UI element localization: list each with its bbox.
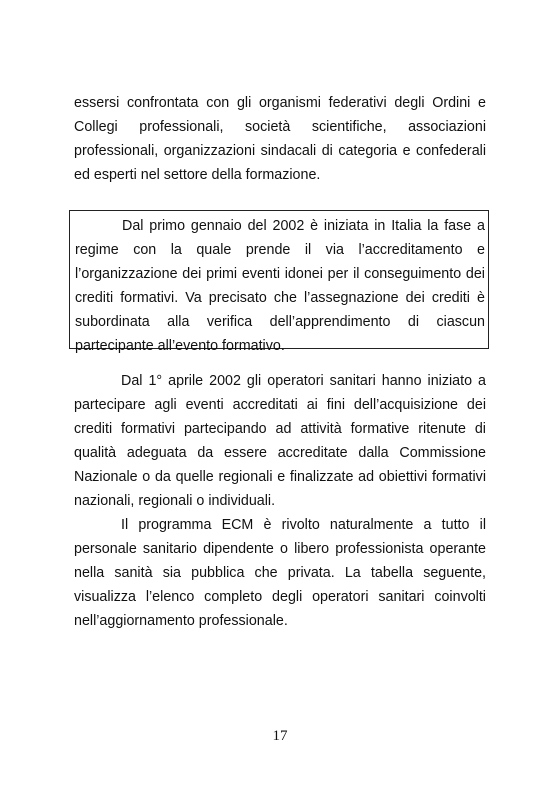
boxed-paragraph: Dal primo gennaio del 2002 è iniziata in Italia la fase a regime con la quale prende il via l’accreditamento e l’organizzazione dei primi eventi idonei per il conseguimento dei crediti formativi. Va precisato che l’assegnazione dei crediti è subordinata alla verifica dell’apprendimento di ciascun partecipante all’evento formativo. [75, 218, 485, 354]
page-number: 17 [272, 728, 288, 744]
highlight-box [69, 210, 489, 354]
paragraph-ecm-program: Il programma ECM è rivolto naturalmente a tutto il personale sanitario dipendente o libero professionista operante nella sanità sia pubblica che privata. La tabella seguente, visualizza l’elenco completo degli operatori sanitari coinvolti nell’aggiornamento professionale. [74, 517, 486, 629]
paragraph-april-2002: Dal 1° aprile 2002 gli operatori sanitari hanno iniziato a partecipare agli eventi accreditati ai fini dell’acquisizione dei crediti formativi partecipando ad attività formative ritenute di qualità adeguata da essere accreditate dalla Commissione Nazionale o da quelle regionali e finalizzate ad obiettivi formativi nazionali, regionali o individuali. [74, 373, 486, 509]
paragraph-continuation: essersi confrontata con gli organismi federativi degli Ordini e Collegi professionali, società scientifiche, associazioni professionali, organizzazioni sindacali di categoria e confederali ed esperti nel settore della formazione. [74, 95, 486, 183]
